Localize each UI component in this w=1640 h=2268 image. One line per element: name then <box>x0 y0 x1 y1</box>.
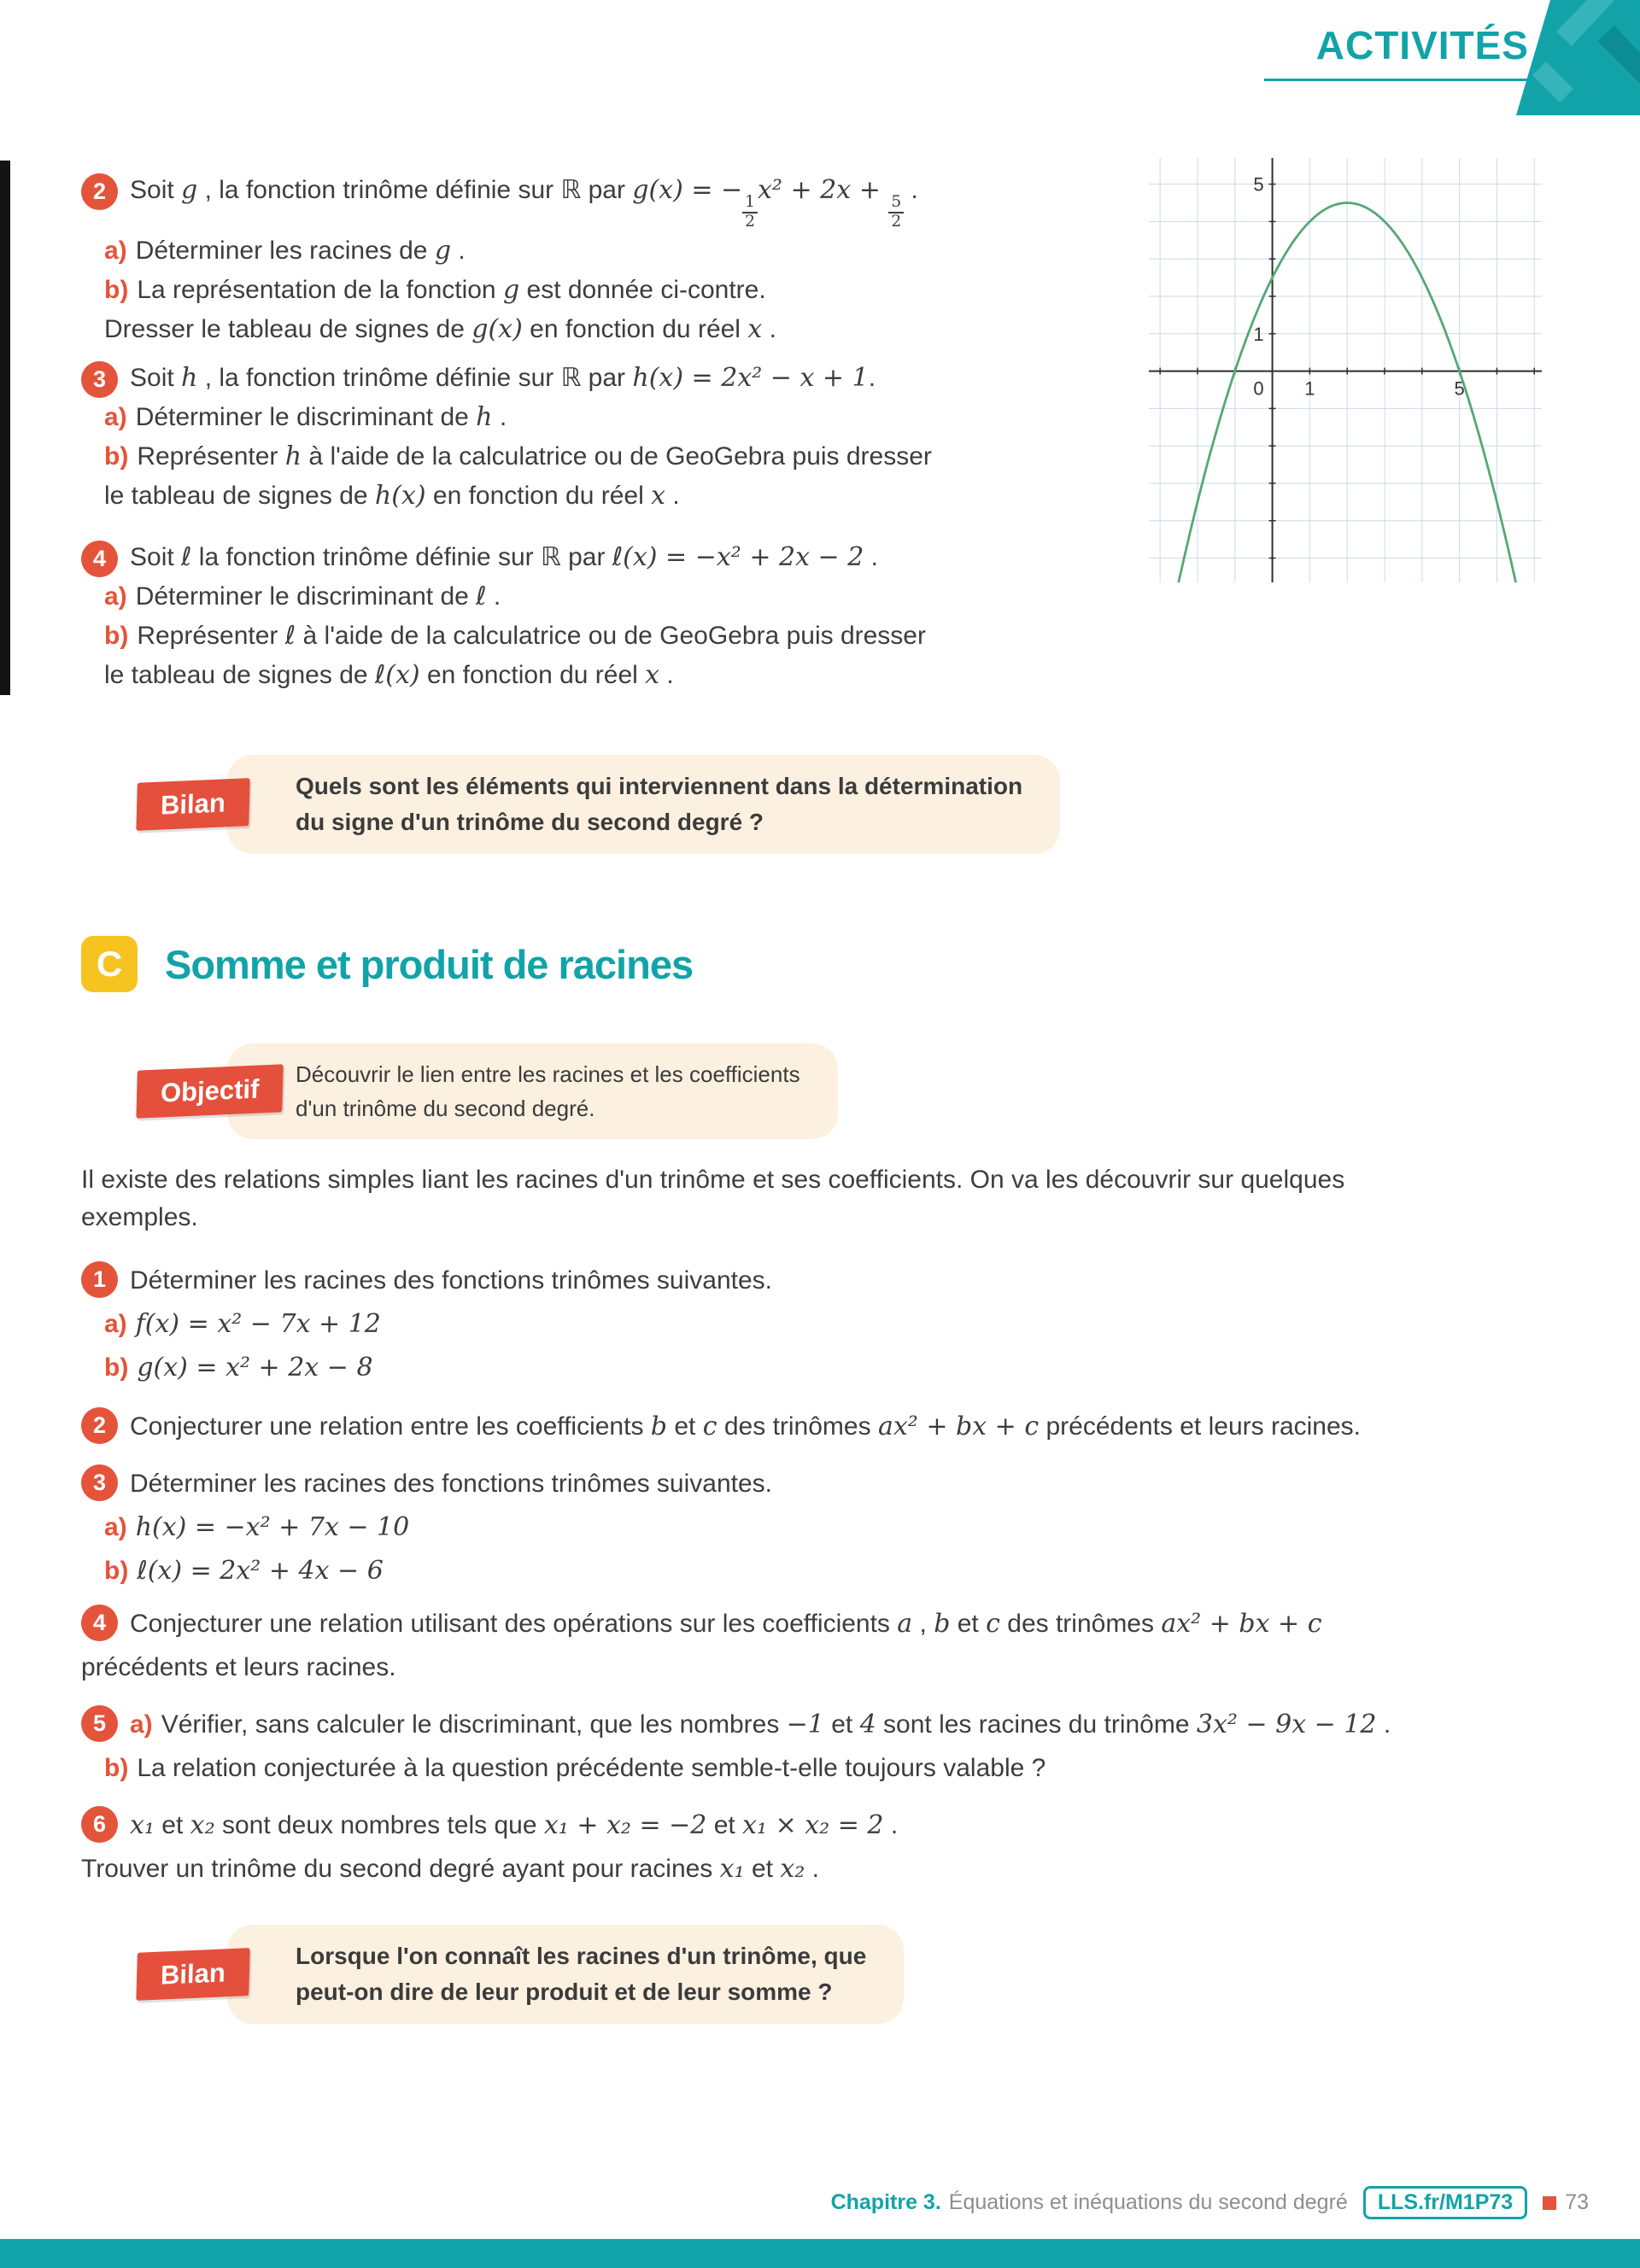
question-label: b) <box>104 1353 129 1382</box>
svg-text:1: 1 <box>1253 323 1264 345</box>
corner-banner-graphic <box>1512 0 1640 115</box>
question-label: b) <box>104 442 129 471</box>
question-text: Représenter h à l'aide de la calculatrice ou de GeoGebra puis dresser <box>137 441 932 471</box>
section-title: Somme et produit de racines <box>165 941 694 987</box>
exercise-number-badge: 4 <box>81 1605 118 1641</box>
exercise-line <box>81 1505 772 1549</box>
question-text: La représentation de la fonction g est donnée ci-contre. <box>137 274 766 305</box>
exercise-line: Déterminer les racines des fonctions trinômes suivantes. <box>130 1266 772 1295</box>
paragraph-line: Il existe des relations simples liant les racines d'un trinôme et ses coefficients. On va les découvrir sur quelques <box>81 1166 1345 1194</box>
bilan-text-box <box>227 755 1060 854</box>
exercise-line: le tableau de signes de h(x) en fonction du réel x . <box>104 481 680 511</box>
exercise-line: Dresser le tableau de signes de g(x) en fonction du réel x . <box>104 313 776 344</box>
section-letter-badge: C <box>81 936 138 992</box>
question-text: f(x) = x² − 7x + 12 <box>135 1309 381 1339</box>
exercise-line: Soit g , la fonction trinôme définie sur ℝ par g(x) = − $\frac{1}{2}$ x² + 2x + $\frac{5}{2}$ . <box>130 175 918 231</box>
section-c-heading <box>81 936 693 992</box>
question-text: Déterminer le discriminant de h . <box>135 402 507 432</box>
bilan-ribbon-badge: Bilan <box>136 778 249 831</box>
exercise-line: x₁ et x₂ sont deux nombres tels que x₁ + x₂ = −2 et x₁ × x₂ = 2 . <box>130 1810 899 1840</box>
exercise-item-c5 <box>81 1703 1391 1790</box>
question-label: b) <box>104 1754 129 1782</box>
lls-reference-badge: LLS.fr/M1P73 <box>1363 2186 1527 2219</box>
paragraph-line: exemples. <box>81 1203 198 1231</box>
exercise-line: le tableau de signes de ℓ(x) en fonction du réel x . <box>104 660 674 690</box>
objectif-ribbon-badge: Objectif <box>136 1064 284 1119</box>
exercise-line <box>81 437 932 476</box>
objectif-text-box <box>227 1043 838 1139</box>
question-label: a) <box>104 1310 127 1338</box>
chapter-title: Équations et inéquations du second degré <box>948 2190 1348 2214</box>
exercise-line <box>81 617 926 656</box>
question-label: a) <box>130 1710 153 1739</box>
exercise-line: Trouver un trinôme du second degré ayant pour racines x₁ et x₂ . <box>81 1854 819 1884</box>
svg-text:5: 5 <box>1253 173 1264 196</box>
exercise-item-c4 <box>81 1602 1322 1689</box>
exercise-line <box>81 271 918 310</box>
question-text: ℓ(x) = 2x² + 4x − 6 <box>137 1556 384 1586</box>
exercise-item-4 <box>81 538 926 695</box>
exercise-item-c3 <box>81 1462 772 1593</box>
exercise-line <box>81 1549 772 1593</box>
exercise-item-2 <box>81 171 918 349</box>
exercise-number-badge: 4 <box>81 541 118 577</box>
exercise-item-c6 <box>81 1803 898 1891</box>
exercise-line <box>81 231 918 271</box>
bilan-text-box <box>227 1925 904 2024</box>
exercise-number-badge: 5 <box>81 1705 118 1742</box>
header-underline <box>1264 79 1548 81</box>
question-label: a) <box>104 1513 127 1541</box>
question-label: a) <box>104 582 127 611</box>
question-label: a) <box>104 236 127 265</box>
exercise-item-3 <box>81 359 932 516</box>
question-text: La relation conjecturée à la question précédente semble-t-elle toujours valable ? <box>137 1754 1046 1782</box>
question-text: Représenter ℓ à l'aide de la calculatrice ou de GeoGebra puis dresser <box>137 621 926 651</box>
svg-text:0: 0 <box>1253 377 1264 400</box>
exercise-number-badge: 3 <box>81 361 118 398</box>
exercise-line <box>81 1703 1391 1746</box>
bilan-text-line: peut-on dire de leur produit et de leur somme ? <box>296 1979 833 2005</box>
svg-text:5: 5 <box>1454 377 1465 400</box>
bottom-accent-bar <box>0 2239 1640 2268</box>
exercise-line: Soit ℓ la fonction trinôme définie sur ℝ par ℓ(x) = −x² + 2x − 2 . <box>130 542 878 572</box>
footer-marker-square <box>1543 2196 1556 2210</box>
bilan-ribbon-badge: Bilan <box>136 1948 249 2001</box>
parabola-graph <box>1149 158 1542 587</box>
svg-text:1: 1 <box>1304 377 1315 400</box>
question-text: Déterminer les racines de g . <box>135 235 466 266</box>
question-label: b) <box>104 275 129 304</box>
objectif-text-line: d'un trinôme du second degré. <box>296 1096 595 1121</box>
function-graph-svg <box>1149 158 1542 582</box>
bilan-text-line: Lorsque l'on connaît les racines d'un trinôme, que <box>296 1943 867 1969</box>
exercise-line: Conjecturer une relation entre les coefficients b et c des trinômes ax² + bx + c précédents et leurs racines. <box>130 1412 1362 1441</box>
question-text: g(x) = x² + 2x − 8 <box>137 1353 373 1382</box>
exercise-line: précédents et leurs racines. <box>81 1653 396 1681</box>
section-intro-paragraph <box>81 1161 1344 1236</box>
exercise-number-badge: 2 <box>81 1407 118 1444</box>
exercise-line <box>81 1346 772 1389</box>
page-edge-marker <box>0 161 10 695</box>
exercise-line <box>81 577 926 617</box>
question-text: h(x) = −x² + 7x − 10 <box>135 1512 410 1542</box>
exercise-line <box>81 398 932 437</box>
objectif-text-line: Découvrir le lien entre les racines et les coefficients <box>296 1061 800 1087</box>
page-number: 73 <box>1565 2190 1589 2214</box>
objectif-callout <box>137 1043 838 1139</box>
exercise-line: Conjecturer une relation utilisant des opérations sur les coefficients a , b et c des trinômes ax² + bx + c <box>130 1609 1322 1639</box>
exercise-number-badge: 6 <box>81 1806 118 1843</box>
page-footer <box>831 2186 1589 2219</box>
exercise-number-badge: 1 <box>81 1261 118 1298</box>
question-label: b) <box>104 622 129 650</box>
exercise-item-c2 <box>81 1405 1361 1448</box>
exercise-line: Déterminer les racines des fonctions trinômes suivantes. <box>130 1470 772 1498</box>
exercise-line: Soit h , la fonction trinôme définie sur ℝ par h(x) = 2x² − x + 1. <box>130 363 876 393</box>
bilan-text-line: Quels sont les éléments qui interviennent dans la détermination <box>296 773 1023 799</box>
chapter-label: Chapitre 3. <box>830 2190 941 2214</box>
exercise-number-badge: 3 <box>81 1464 118 1501</box>
question-label: b) <box>104 1557 129 1585</box>
bilan-callout-1 <box>137 755 1060 854</box>
bilan-callout-2 <box>137 1925 904 2024</box>
question-text: Déterminer le discriminant de ℓ . <box>135 582 501 611</box>
exercise-item-c1 <box>81 1259 772 1389</box>
bilan-text-line: du signe d'un trinôme du second degré ? <box>296 809 764 835</box>
exercise-line <box>81 1302 772 1346</box>
exercise-line <box>81 1746 1391 1790</box>
exercise-number-badge: 2 <box>81 173 118 210</box>
question-label: a) <box>104 403 127 431</box>
page-header-title: ACTIVITÉS <box>1315 23 1529 67</box>
question-text: Vérifier, sans calculer le discriminant, que les nombres −1 et 4 sont les racines du trinôme 3x² − 9x − 12 . <box>161 1710 1391 1739</box>
